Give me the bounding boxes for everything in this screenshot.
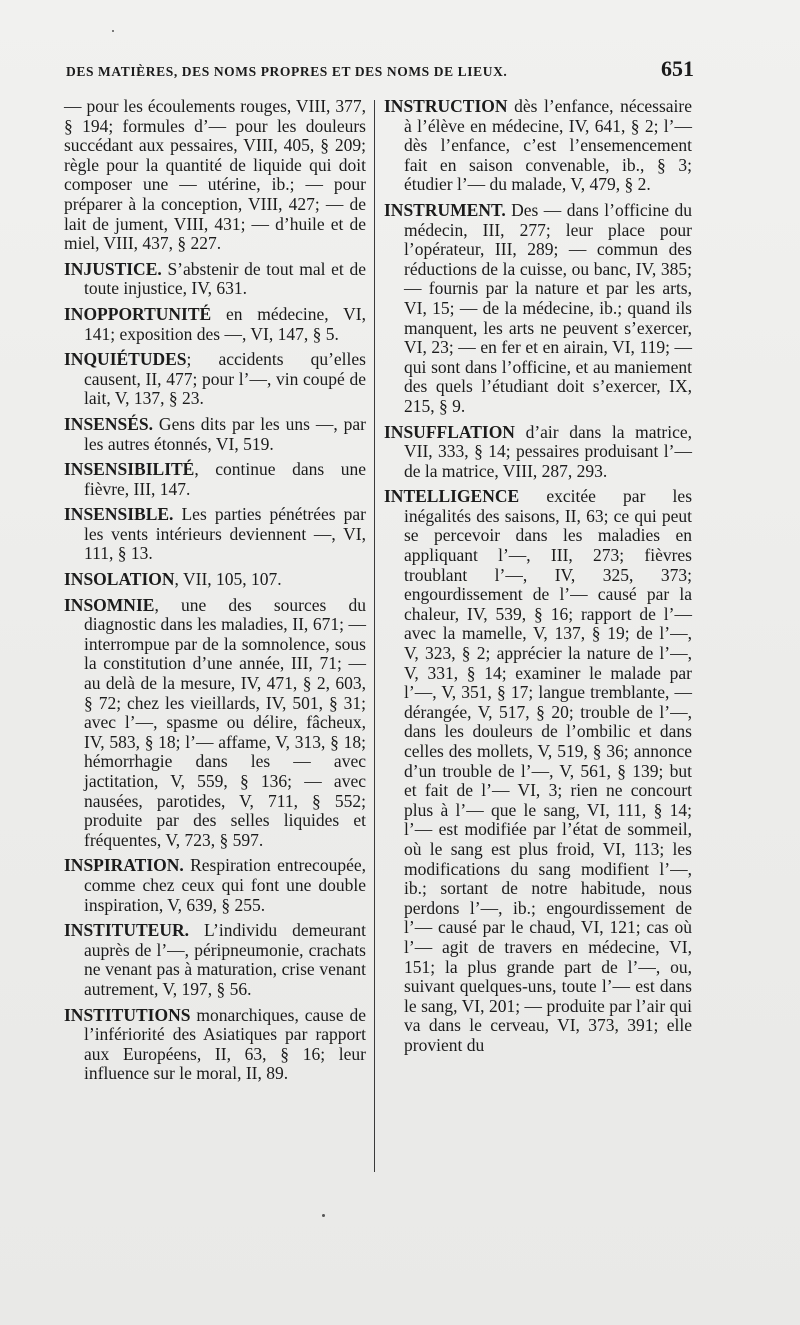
entry-heading: INTELLIGENCE [384,486,520,507]
entry-heading: INSTRUCTION [384,96,508,116]
paper-speck [322,1214,325,1217]
entry-text: Gens dits par les uns —, par les autres étonnés, VI, 519. [84,413,366,454]
page-header [66,56,702,92]
index-column-right [384,97,692,1062]
entry-heading: INSENSÉS. [64,413,154,434]
entry-text: Respiration entrecoupée, comme chez ceux qui font une double inspiration, V, 639, § 255. [84,855,366,915]
paper-speck [112,30,114,32]
entry-heading: INSUFFLATION [384,421,515,442]
index-column-left [64,97,366,1090]
index-entry [64,97,366,254]
entry-text: L’individu demeurant auprès de l’—, péripneumonie, crachats ne venant pas à maturation, crise venant autrement, V, 197, § 56. [84,920,366,999]
entry-heading: INQUIÉTUDES [64,349,187,370]
entry-heading: INSTITUTIONS [64,1004,191,1025]
entry-text: , VII, 105, 107. [174,569,282,590]
index-entry [384,423,692,482]
entry-text: excitée par les inégalités des saisons, II, 63; ce qui peut se percevoir dans les maladies en appliquant l’—, III, 273; fièvres troublant l’—, IV, 325, 373; engourdissement de l’— causé par la chaleur, IV, 539, § 16; rapport de l’— avec la mamelle, V, 137, § 19; de l’—, V, 323, § 2; apprécier la nature de l’—, V, 331, § 14; examiner le malade par l’—, V, 351, § 17; langue tremblante, — dérangée, V, 517, § 20; trouble de l’—, dans les douleurs de l’ombilic et dans celles des mollets, V, 519, § 36; annonce d’un trouble de l’—, V, 561, § 139; but et fait de l’— VI, 3; rien ne concourt plus à l’— que le sang, VI, 111, § 14; l’— est modifiée par l’état de sommeil, où le sang est plus froid, VI, 113; les modifications du sang modifient l’—, ib.; sortant de notre habitude, nous perdons l’—, ib.; engourdissement de l’— causé par le chaud, VI, 121; cas où l’— agit de travers en médecine, VI, 151; la plus grande part de l’—, ou, suivant quelques-uns, toute l’— est dans le sang, VI, 201; — produite par l’air qui va dans le cerveau, VI, 373, 391; elle provient du [404,486,692,1055]
entry-heading: INSOMNIE [64,594,155,615]
entry-text: dès l’enfance, nécessaire à l’élève en médecine, IV, 641, § 2; l’— dès l’enfance, c’est l’ensemencement fait en saison convenable, ib., § 3; étudier l’— du malade, V, 479, § 2. [404,96,692,195]
entry-text: d’air dans la matrice, VII, 333, § 14; pessaires produisant l’— de la matrice, VIII, 287, 293. [404,421,692,481]
page-number: 651 [661,56,694,81]
column-divider [374,100,375,1172]
entry-text: , une des sources du diagnostic dans les maladies, II, 671; — interrompue par de la somnolence, sous la constitution d’une année, III, 71; — au delà de la mesure, IV, 471, § 2, 603, § 72; chez les vieillards, IV, 501, § 31; avec l’—, spasme ou délire, fâcheux, IV, 583, § 18; l’— affame, V, 313, § 18; hémorrhagie dans les — avec jactitation, V, 559, § 136; — avec nausées, parotides, V, 711, § 552; produite par des selles liquides et fréquentes, V, 723, § 597. [84,594,366,850]
index-entry [64,596,366,851]
index-entry [64,570,366,590]
index-entry [64,305,366,344]
index-entry [64,921,366,999]
entry-text: ; accidents qu’elles causent, II, 477; pour l’—, vin coupé de lait, V, 137, § 23. [84,349,366,409]
entry-text: , continue dans une fièvre, III, 147. [84,459,366,499]
entry-heading: INSPIRATION. [64,855,184,876]
index-entry [384,97,692,195]
index-entry [64,460,366,499]
index-entry [384,487,692,1055]
index-entry [384,201,692,417]
entry-text: Des — dans l’officine du médecin, III, 277; leur place pour l’opérateur, III, 289; — commun des réductions de la cuisse, ou banc, IV, 385; — fournis par la nature et par les arts, VI, 15; — de la médecine, ib.; quand ils manquent, les arts ne peuvent s’exercer, VI, 23; — en fer et en airain, VI, 119; — qui sont dans l’officine, et au maniement des quels l’étudiant doit s’exercer, IX, 215, § 9. [404,199,692,416]
entry-text: — pour les écoulements rouges, VIII, 377, § 194; formules d’— pour les douleurs succédant aux pessaires, VIII, 405, § 209; règle pour la quantité de liquide qui doit composer une — utérine, ib.; — pour préparer à la conception, VIII, 427; — de lait de jument, VIII, 431; — d’huile et de miel, VIII, 437, § 227. [64,96,366,254]
entry-heading: INSENSIBLE. [64,504,174,525]
entry-text: Les parties pénétrées par les vents intérieurs deviennent —, VI, 111, § 13. [84,504,366,564]
index-entry [64,260,366,299]
index-entry [64,415,366,454]
index-entry [64,856,366,915]
entry-text: monarchiques, cause de l’infériorité des Asiatiques par rapport aux Européens, II, 63, § 16; leur influence sur le moral, II, 89. [84,1004,366,1084]
index-entry [64,505,366,564]
running-title: DES MATIÈRES, DES NOMS PROPRES ET DES NOMS DE LIEUX. [66,64,508,79]
entry-text: S’abstenir de tout mal et de toute injustice, IV, 631. [84,258,366,299]
entry-heading: INSTRUMENT. [384,199,506,220]
entry-text: en médecine, VI, 141; exposition des —, VI, 147, § 5. [84,303,366,344]
entry-heading: INJUSTICE. [64,258,162,279]
entry-heading: INSOLATION [64,569,175,590]
entry-heading: INSENSIBILITÉ [64,459,195,480]
entry-heading: INOPPORTUNITÉ [64,303,212,324]
index-entry [64,350,366,409]
index-entry [64,1006,366,1084]
entry-heading: INSTITUTEUR. [64,920,189,941]
